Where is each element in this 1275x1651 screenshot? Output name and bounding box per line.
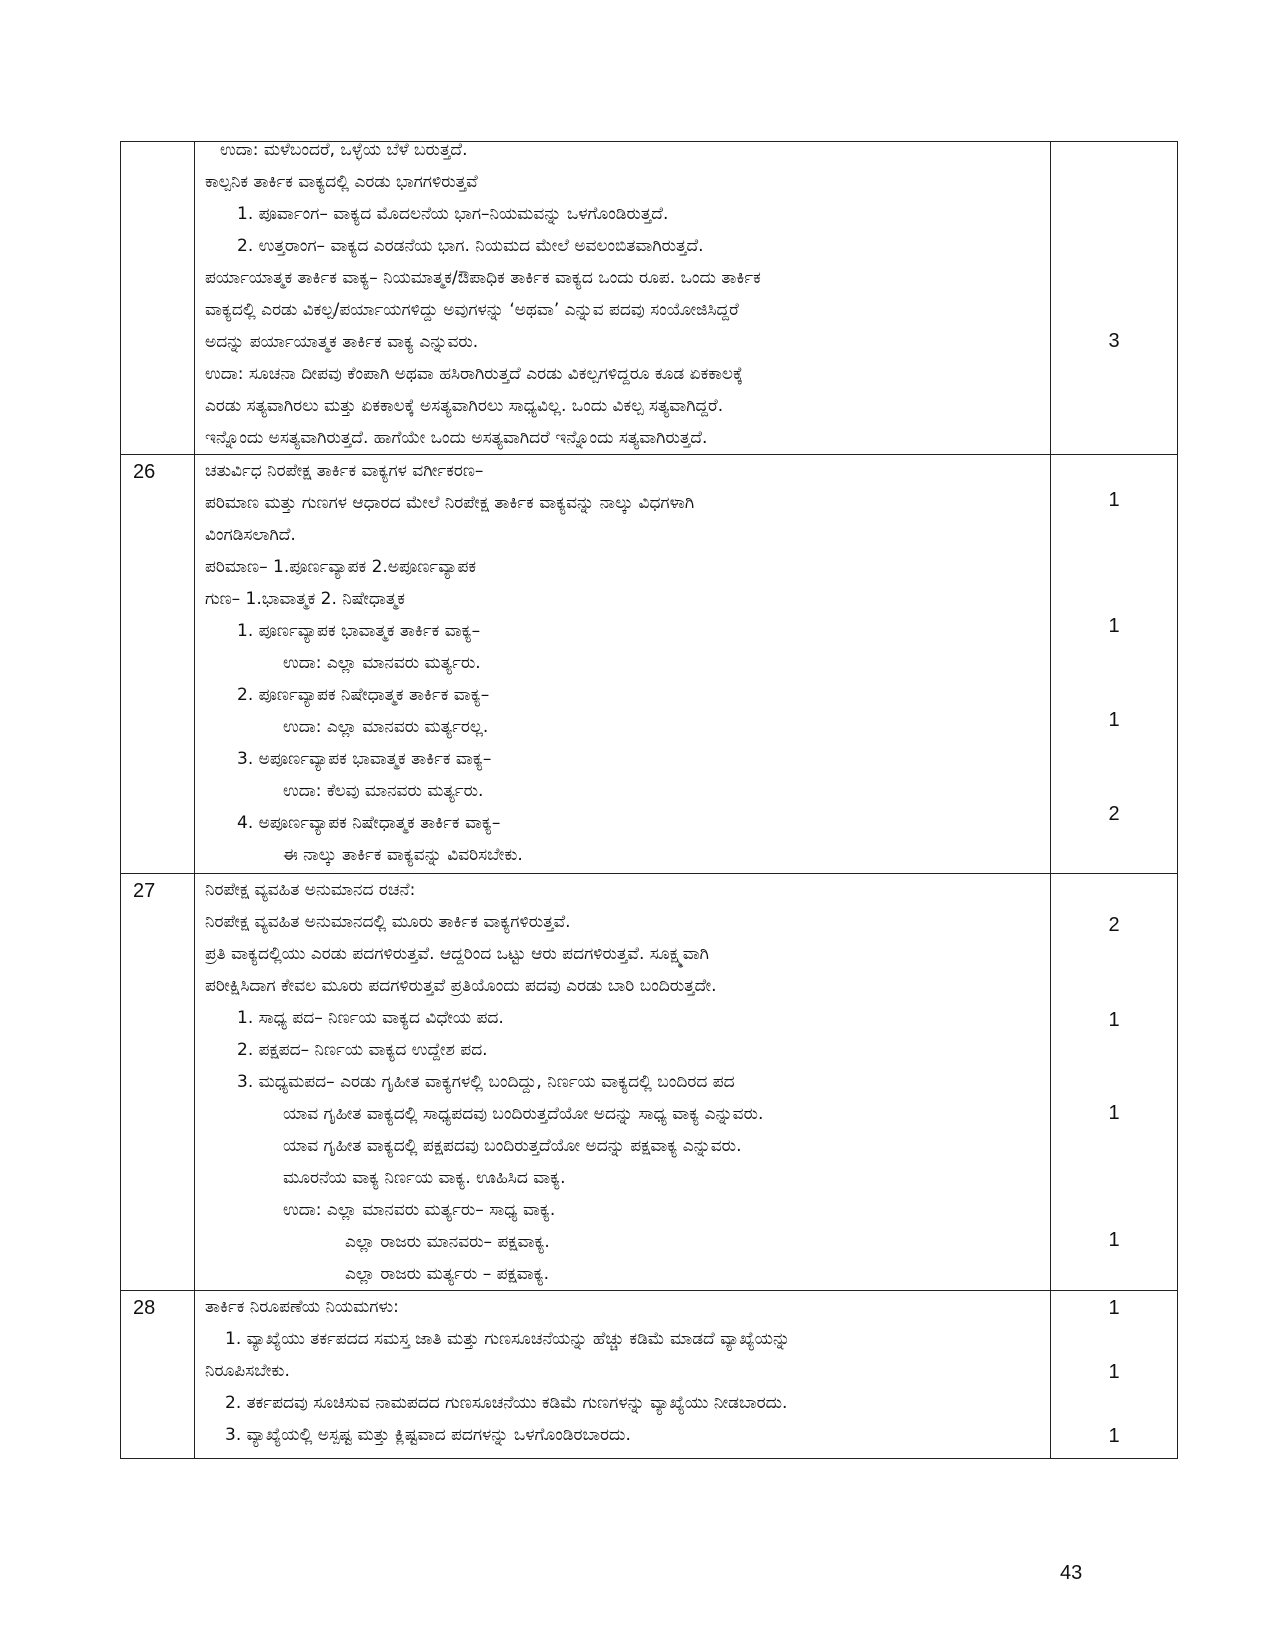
marks-cell xyxy=(1051,1291,1178,1459)
marks-cell xyxy=(1051,874,1178,1291)
answer-line: ಎರಡು ಸತ್ಯವಾಗಿರಲು ಮತ್ತು ಏಕಕಾಲಕ್ಕೆ ಅಸತ್ಯವಾಗಿರಲು ಸಾಧ್ಯವಿಲ್ಲ. ಒಂದು ವಿಕಲ್ಪ ಸತ್ಯವಾಗಿದ್ದರೆ. xyxy=(205,396,724,416)
answer-line: ಉದಾ: ಸೂಚನಾ ದೀಪವು ಕೆಂಪಾಗಿ ಅಥವಾ ಹಸಿರಾಗಿರುತ್ತದೆ ಎರಡು ವಿಕಲ್ಪಗಳಿದ್ದರೂ ಕೂಡ ಏಕಕಾಲಕ್ಕೆ xyxy=(205,364,743,384)
answer-line: ಪ್ರತಿ ವಾಕ್ಯದಲ್ಲಿಯು ಎರಡು ಪದಗಳಿರುತ್ತವೆ. ಆದ್ದರಿಂದ ಒಟ್ಟು ಆರು ಪದಗಳಿರುತ್ತವೆ. ಸೂಕ್ಷ್ಮವಾಗಿ xyxy=(205,944,709,964)
answer-text-cell xyxy=(195,455,1051,874)
answer-line: 1. ಸಾಧ್ಯ ಪದ– ನಿರ್ಣಯ ವಾಕ್ಯದ ವಿಧೇಯ ಪದ. xyxy=(237,1008,504,1028)
answer-line: ನಿರೂಪಿಸಬೇಕು. xyxy=(205,1361,290,1381)
answer-line: ನಿರಪೇಕ್ಷ ವ್ಯವಹಿತ ಅನುಮಾನದ ರಚನೆ: xyxy=(205,880,416,900)
marks-value: 1 xyxy=(1108,1102,1120,1124)
answer-line: ಎಲ್ಲಾ ರಾಜರು ಮರ್ತ್ಯರು – ಪಕ್ಷವಾಕ್ಯ. xyxy=(345,1264,550,1284)
answer-line: ಅದನ್ನು ಪರ್ಯಾಯಾತ್ಮಕ ತಾರ್ಕಿಕ ವಾಕ್ಯ ಎನ್ನುವರು. xyxy=(205,332,479,352)
answer-key-table xyxy=(120,141,1178,1459)
answer-line: ಯಾವ ಗೃಹೀತ ವಾಕ್ಯದಲ್ಲಿ ಪಕ್ಷಪದವು ಬಂದಿರುತ್ತದೆಯೋ ಅದನ್ನು ಪಕ್ಷವಾಕ್ಯ ಎನ್ನುವರು. xyxy=(283,1136,742,1156)
answer-line: ಎಲ್ಲಾ ರಾಜರು ಮಾನವರು– ಪಕ್ಷವಾಕ್ಯ. xyxy=(345,1232,550,1252)
answer-line: ಇನ್ನೊಂದು ಅಸತ್ಯವಾಗಿರುತ್ತದೆ. ಹಾಗೆಯೇ ಒಂದು ಅಸತ್ಯವಾಗಿದರೆ ಇನ್ನೊಂದು ಸತ್ಯವಾಗಿರುತ್ತದೆ. xyxy=(205,428,708,448)
answer-line: ವಾಕ್ಯದಲ್ಲಿ ಎರಡು ವಿಕಲ್ಪ/ಪರ್ಯಾಯಗಳಿದ್ದು ಅವುಗಳನ್ನು ‘ಅಥವಾ’ ಎನ್ನುವ ಪದವು ಸಂಯೋಜಿಸಿದ್ದರೆ xyxy=(205,300,739,320)
answer-line: ಈ ನಾಲ್ಕು ತಾರ್ಕಿಕ ವಾಕ್ಯವನ್ನು ವಿವರಿಸಬೇಕು. xyxy=(283,845,523,865)
answer-line: ಪರಿಮಾಣ ಮತ್ತು ಗುಣಗಳ ಆಧಾರದ ಮೇಲೆ ನಿರಪೇಕ್ಷ ತಾರ್ಕಿಕ ವಾಕ್ಯವನ್ನು ನಾಲ್ಕು ವಿಧಗಳಾಗಿ xyxy=(205,493,695,513)
marks-value: 2 xyxy=(1108,803,1120,825)
question-number-cell xyxy=(121,142,195,455)
answer-text-cell xyxy=(195,874,1051,1291)
question-number-cell: 28 xyxy=(121,1291,195,1459)
answer-line: 2. ಪಕ್ಷಪದ– ನಿರ್ಣಯ ವಾಕ್ಯದ ಉದ್ದೇಶ ಪದ. xyxy=(237,1040,488,1060)
answer-text-cell xyxy=(195,142,1051,455)
marks-value: 1 xyxy=(1108,1425,1120,1447)
answer-line: ಉದಾ: ಎಲ್ಲಾ ಮಾನವರು ಮರ್ತ್ಯರು– ಸಾಧ್ಯ ವಾಕ್ಯ. xyxy=(283,1200,556,1220)
answer-line: 1. ಪೂರ್ಣವ್ಯಾಪಕ ಭಾವಾತ್ಮಕ ತಾರ್ಕಿಕ ವಾಕ್ಯ– xyxy=(237,621,481,641)
marks-value: 1 xyxy=(1108,489,1120,511)
answer-line: ಉದಾ: ಕೆಲವು ಮಾನವರು ಮರ್ತ್ಯರು. xyxy=(283,781,484,801)
marks-value: 1 xyxy=(1108,1297,1120,1319)
marks-value: 2 xyxy=(1108,914,1120,936)
marks-value: 1 xyxy=(1108,709,1120,731)
answer-line: ವಿಂಗಡಿಸಲಾಗಿದೆ. xyxy=(205,525,296,545)
answer-line: ಪರಿಮಾಣ– 1.ಪೂರ್ಣವ್ಯಾಪಕ 2.ಅಪೂರ್ಣವ್ಯಾಪಕ xyxy=(205,557,476,577)
answer-line: ಮೂರನೆಯ ವಾಕ್ಯ ನಿರ್ಣಯ ವಾಕ್ಯ. ಊಹಿಸಿದ ವಾಕ್ಯ. xyxy=(283,1168,566,1188)
marks-value: 3 xyxy=(1108,330,1120,352)
marks-value: 1 xyxy=(1108,615,1120,637)
question-number-cell: 27 xyxy=(121,874,195,1291)
marks-value: 1 xyxy=(1108,1009,1120,1031)
page-number: 43 xyxy=(1060,1562,1083,1584)
table-row-25-continued xyxy=(121,142,1178,455)
answer-line: 4. ಅಪೂರ್ಣವ್ಯಾಪಕ ನಿಷೇಧಾತ್ಮಕ ತಾರ್ಕಿಕ ವಾಕ್ಯ– xyxy=(237,813,501,833)
table-row-26 xyxy=(121,455,1178,874)
marks-cell xyxy=(1051,455,1178,874)
answer-line: ಉದಾ: ಎಲ್ಲಾ ಮಾನವರು ಮರ್ತ್ಯರು. xyxy=(283,653,481,673)
answer-line: 3. ಅಪೂರ್ಣವ್ಯಾಪಕ ಭಾವಾತ್ಮಕ ತಾರ್ಕಿಕ ವಾಕ್ಯ– xyxy=(237,749,492,769)
table-row-27 xyxy=(121,874,1178,1291)
answer-line: ಗುಣ– 1.ಭಾವಾತ್ಮಕ 2. ನಿಷೇಧಾತ್ಮಕ xyxy=(205,589,405,609)
answer-line: ಉದಾ: ಎಲ್ಲಾ ಮಾನವರು ಮರ್ತ್ಯರಲ್ಲ. xyxy=(283,717,489,737)
answer-line: ಚತುರ್ವಿಧ ನಿರಪೇಕ್ಷ ತಾರ್ಕಿಕ ವಾಕ್ಯಗಳ ವರ್ಗೀಕರಣ– xyxy=(205,461,484,481)
question-number-cell: 26 xyxy=(121,455,195,874)
answer-line: ಪರೀಕ್ಷಿಸಿದಾಗ ಕೇವಲ ಮೂರು ಪದಗಳಿರುತ್ತವೆ ಪ್ರತಿಯೊಂದು ಪದವು ಎರಡು ಬಾರಿ ಬಂದಿರುತ್ತದೇ. xyxy=(205,976,717,996)
answer-line: ಉದಾ: ಮಳೆಬಂದರೆ, ಒಳ್ಳೆಯ ಬೆಳೆ ಬರುತ್ತದೆ. xyxy=(220,140,468,160)
answer-line: 1. ವ್ಯಾಖ್ಯೆಯು ತರ್ಕಪದದ ಸಮಸ್ತ ಜಾತಿ ಮತ್ತು ಗುಣಸೂಚನೆಯನ್ನು ಹೆಚ್ಚು ಕಡಿಮೆ ಮಾಡದೆ ವ್ಯಾಖ್ಯೆಯನ್ನು xyxy=(225,1329,791,1349)
answer-line: 2. ಪೂರ್ಣವ್ಯಾಪಕ ನಿಷೇಧಾತ್ಮಕ ತಾರ್ಕಿಕ ವಾಕ್ಯ– xyxy=(237,685,490,705)
table-row-28 xyxy=(121,1291,1178,1459)
marks-value: 1 xyxy=(1108,1229,1120,1251)
answer-line: 1. ಪೂರ್ವಾಂಗ– ವಾಕ್ಯದ ಮೊದಲನೆಯ ಭಾಗ–ನಿಯಮವನ್ನು ಒಳಗೊಂಡಿರುತ್ತದೆ. xyxy=(237,204,669,224)
answer-line: 2. ತರ್ಕಪದವು ಸೂಚಿಸುವ ನಾಮಪದದ ಗುಣಸೂಚನೆಯು ಕಡಿಮೆ ಗುಣಗಳನ್ನು ವ್ಯಾಖ್ಯೆಯು ನೀಡಬಾರದು. xyxy=(225,1393,788,1413)
answer-text-cell xyxy=(195,1291,1051,1459)
marks-value: 1 xyxy=(1108,1361,1120,1383)
answer-line: 2. ಉತ್ತರಾಂಗ– ವಾಕ್ಯದ ಎರಡನೆಯ ಭಾಗ. ನಿಯಮದ ಮೇಲೆ ಅವಲಂಬಿತವಾಗಿರುತ್ತದೆ. xyxy=(237,236,704,256)
answer-line: 3. ವ್ಯಾಖ್ಯೆಯಲ್ಲಿ ಅಸ್ಪಷ್ಟ ಮತ್ತು ಕ್ಲಿಷ್ಟವಾದ ಪದಗಳನ್ನು ಒಳಗೊಂಡಿರಬಾರದು. xyxy=(225,1425,631,1445)
answer-line: ಪರ್ಯಾಯಾತ್ಮಕ ತಾರ್ಕಿಕ ವಾಕ್ಯ– ನಿಯಮಾತ್ಮಕ/ಔಪಾಧಿಕ ತಾರ್ಕಿಕ ವಾಕ್ಯದ ಒಂದು ರೂಪ. ಒಂದು ತಾರ್ಕಿಕ xyxy=(205,268,761,288)
answer-line: ನಿರಪೇಕ್ಷ ವ್ಯವಹಿತ ಅನುಮಾನದಲ್ಲಿ ಮೂರು ತಾರ್ಕಿಕ ವಾಕ್ಯಗಳಿರುತ್ತವೆ. xyxy=(205,912,571,932)
answer-line: ಯಾವ ಗೃಹೀತ ವಾಕ್ಯದಲ್ಲಿ ಸಾಧ್ಯಪದವು ಬಂದಿರುತ್ತದೆಯೋ ಅದನ್ನು ಸಾಧ್ಯ ವಾಕ್ಯ ಎನ್ನುವರು. xyxy=(283,1104,764,1124)
marks-cell xyxy=(1051,142,1178,455)
answer-line: 3. ಮಧ್ಯಮಪದ– ಎರಡು ಗೃಹೀತ ವಾಕ್ಯಗಳಲ್ಲಿ ಬಂದಿದ್ದು, ನಿರ್ಣಯ ವಾಕ್ಯದಲ್ಲಿ ಬಂದಿರದ ಪದ xyxy=(237,1072,735,1092)
answer-line: ತಾರ್ಕಿಕ ನಿರೂಪಣೆಯ ನಿಯಮಗಳು: xyxy=(205,1297,399,1317)
answer-line: ಕಾಲ್ಪನಿಕ ತಾರ್ಕಿಕ ವಾಕ್ಯದಲ್ಲಿ ಎರಡು ಭಾಗಗಳಿರುತ್ತವೆ xyxy=(205,172,478,192)
